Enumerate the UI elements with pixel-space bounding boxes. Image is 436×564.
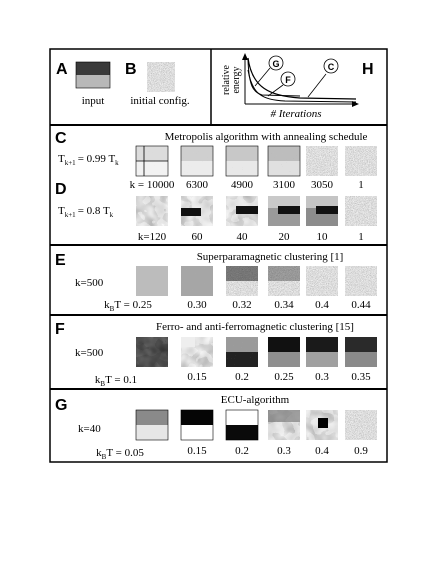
panel-c-schedule: $T_{k+1} = 0.99$ $T_k$ — [58, 153, 119, 167]
g-tick-2: 0.15 — [187, 445, 207, 457]
panel-h-letter: H — [362, 61, 374, 78]
e-tick-2: 0.30 — [187, 299, 207, 311]
panel-f-k: k=500 — [75, 347, 104, 359]
g-temp: $k_BT = 0.05$ — [96, 447, 144, 461]
panel-g-title: ECU-algorithm — [220, 394, 290, 406]
c-tick-2: 6300 — [186, 179, 208, 191]
f-image-5 — [306, 337, 338, 367]
panel-d-images — [136, 196, 377, 226]
h-pointer-g — [255, 68, 270, 86]
d-tick-5: 10 — [316, 231, 328, 243]
panel-e-letter: E — [55, 252, 66, 269]
panel-b-initial-image — [147, 62, 175, 92]
h-label-c: C — [327, 62, 335, 72]
panel-c-images — [136, 146, 377, 176]
c-tick-4: 3100 — [273, 179, 295, 191]
g-image-4 — [268, 410, 300, 440]
panel-h-energy-plot — [221, 53, 359, 120]
h-label-f: F — [285, 75, 291, 85]
panel-g-letter: G — [55, 397, 68, 414]
f-tick-5: 0.3 — [315, 371, 329, 383]
f-tick-4: 0.25 — [274, 371, 294, 383]
d-image-1 — [136, 196, 168, 226]
c-tick-1: k = 10000 — [129, 179, 175, 191]
c-tick-5: 3050 — [311, 179, 333, 191]
c-image-6 — [345, 146, 377, 176]
panel-e-images — [136, 266, 377, 296]
panel-f-title: Ferro- and anti-ferromagnetic clustering [15] — [156, 321, 354, 333]
g-tick-6: 0.9 — [354, 445, 368, 457]
f-image-6 — [345, 337, 377, 367]
f-tick-6: 0.35 — [351, 371, 371, 383]
g-image-3 — [226, 410, 258, 440]
h-label-g: G — [272, 59, 280, 69]
panel-e-k: k=500 — [75, 277, 104, 289]
panel-a-input-image — [76, 62, 110, 88]
c-image-3 — [226, 146, 258, 176]
c-tick-3: 4900 — [231, 179, 253, 191]
d-image-3 — [226, 196, 258, 226]
e-tick-3: 0.32 — [232, 299, 252, 311]
panel-a-letter: A — [56, 61, 68, 78]
d-tick-6: 1 — [358, 231, 364, 243]
panel-d-schedule: $T_{k+1} = 0.8$ $T_k$ — [58, 205, 114, 219]
e-image-6 — [345, 266, 377, 296]
e-tick-4: 0.34 — [274, 299, 294, 311]
e-image-3 — [226, 266, 258, 296]
h-x-label: # Iterations — [270, 108, 322, 120]
e-image-5 — [306, 266, 338, 296]
g-image-5 — [306, 410, 338, 440]
d-image-2 — [181, 196, 213, 226]
f-image-1 — [136, 337, 168, 367]
f-tick-2: 0.15 — [187, 371, 207, 383]
d-tick-3: 40 — [236, 231, 248, 243]
f-temp: $k_BT = 0.1$ — [94, 374, 138, 388]
e-image-1 — [136, 266, 168, 296]
panel-f-images — [136, 337, 377, 367]
g-tick-3: 0.2 — [235, 445, 249, 457]
f-image-3 — [226, 337, 258, 367]
d-tick-1: k=120 — [137, 231, 167, 243]
e-tick-5: 0.4 — [315, 299, 329, 311]
d-image-6 — [345, 196, 377, 226]
d-image-5 — [306, 196, 338, 226]
f-image-4 — [268, 337, 300, 367]
f-tick-3: 0.2 — [235, 371, 249, 383]
e-tick-6: 0.44 — [351, 299, 371, 311]
panel-b-caption: initial config. — [130, 95, 190, 107]
panel-f-letter: F — [55, 321, 65, 338]
c-image-1 — [136, 146, 168, 176]
h-y-label-2: energy — [231, 66, 242, 94]
panel-a-caption: input — [81, 95, 105, 107]
panel-g-images — [136, 410, 377, 440]
panel-d-letter: D — [55, 181, 67, 198]
c-image-2 — [181, 146, 213, 176]
h-pointer-c — [308, 74, 326, 97]
panel-g-k: k=40 — [78, 423, 101, 435]
d-tick-2: 60 — [191, 231, 203, 243]
panel-c-letter: C — [55, 130, 67, 147]
panel-b-letter: B — [125, 61, 137, 78]
e-image-4 — [268, 266, 300, 296]
f-image-2 — [181, 337, 213, 367]
g-tick-5: 0.4 — [315, 445, 329, 457]
c-image-4 — [268, 146, 300, 176]
h-y-label-1: relative — [221, 65, 232, 95]
g-image-1 — [136, 410, 168, 440]
panel-c-title: Metropolis algorithm with annealing schedule — [164, 131, 368, 143]
c-tick-6: 1 — [358, 179, 364, 191]
e-temp: $k_BT = 0.25$ — [104, 299, 152, 313]
d-image-4 — [268, 196, 300, 226]
h-y-arrow — [242, 53, 248, 60]
c-image-5 — [306, 146, 338, 176]
d-tick-4: 20 — [278, 231, 290, 243]
g-image-2 — [181, 410, 213, 440]
g-image-6 — [345, 410, 377, 440]
panel-e-title: Superparamagnetic clustering [1] — [196, 251, 344, 263]
g-tick-4: 0.3 — [277, 445, 291, 457]
e-image-2 — [181, 266, 213, 296]
h-curve-c — [248, 58, 356, 99]
